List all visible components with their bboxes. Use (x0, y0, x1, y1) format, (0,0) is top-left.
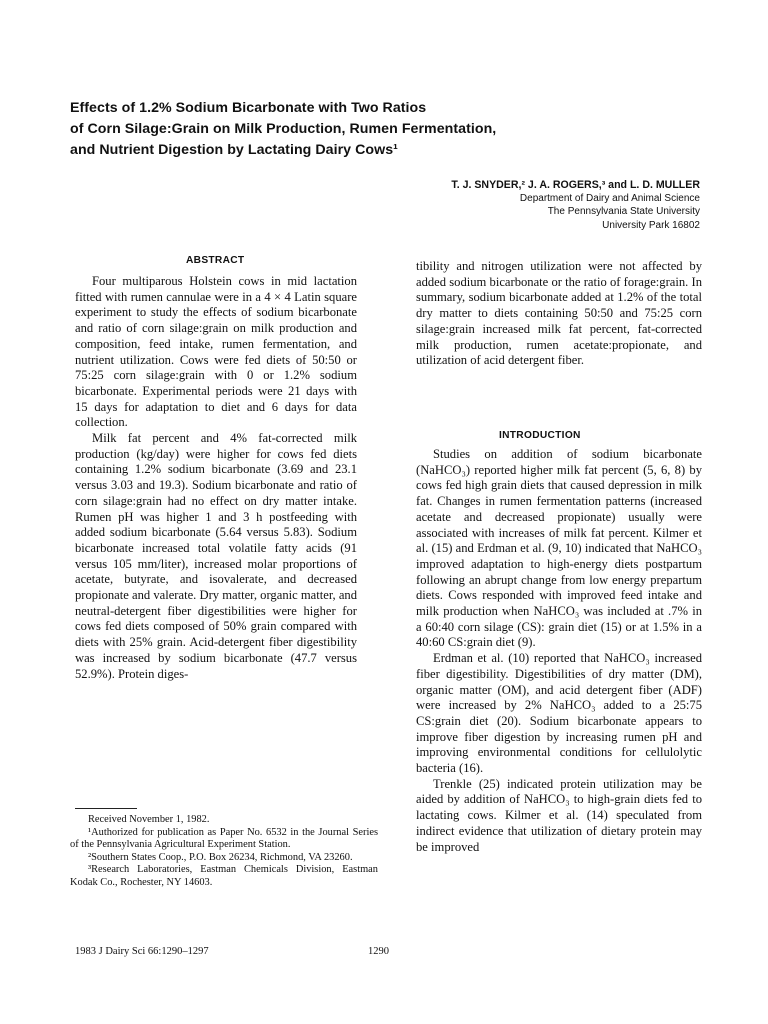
abstract-body (75, 274, 357, 682)
abstract-continuation-text: tibility and nitrogen utilization were not affected by added sodium bicarbonate or the ratio of forage:grain. In summary, sodium bicarbonate added at 1.2% of the total dry matter to diets containing 50:50 and 75:25 corn silage:grain increased milk fat percent, fat-corrected milk production, rumen acetate:propionate, and utilization of acid detergent fiber. (416, 259, 702, 368)
footnotes (70, 814, 378, 890)
journal-citation: 1983 J Dairy Sci 66:1290–1297 (75, 946, 209, 957)
abstract-continuation (416, 259, 702, 369)
page-number: 1290 (368, 946, 389, 957)
introduction-paragraph: Studies on addition of sodium bicarbonate (NaHCO₃) reported higher milk fat percent (5, 6, 8) by cows fed high grain diets that caused depression in milk fat. Changes in rumen fermentation patterns (increased acetate and decreased propionate) usually were associated with increases of milk fat percent. Kilmer et al. (15) and Erdman et al. (9, 10) indicated that NaHCO₃ improved adaptation to high-energy diets postpartum following an abrupt change from low energy prepartum diets. Cows responded with improved feed intake and milk production when NaHCO₃ was included at .7% in a 60:40 corn silage (CS): grain diet (15) or at 1.5% in a 40:60 CS:grain diet (9). (416, 447, 702, 650)
affiliation-line: University Park 16802 (602, 219, 700, 231)
title-line: of Corn Silage:Grain on Milk Production, Rumen Fermentation, (70, 121, 497, 137)
author-names: T. J. SNYDER,² J. A. ROGERS,³ and L. D. MULLER (451, 179, 700, 191)
introduction-paragraph: Trenkle (25) indicated protein utilization may be aided by addition of NaHCO₃ to high-grain diets fed to lactating cows. Kilmer et al. (14) speculated from indirect evidence that utilization of dietary protein may be improved (416, 776, 702, 854)
abstract-heading: ABSTRACT (186, 255, 245, 266)
footnote-received: Received November 1, 1982. (88, 814, 210, 825)
introduction-body (416, 447, 702, 855)
abstract-paragraph: Milk fat percent and 4% fat-corrected milk production (kg/day) were higher for cows fed diets containing 1.2% sodium bicarbonate (3.69 and 23.1 versus 3.03 and 19.3). Sodium bicarbonate and ratio of corn silage:grain had no effect on dry matter intake. Rumen pH was higher 1 and 3 h postfeeding with added sodium bicarbonate (5.64 versus 5.83). Sodium bicarbonate increased total volatile fatty acids (91 versus 105 mm/liter), increased molar proportions of acetate, butyrate, and isovalerate, and decreased propionate and valerate. Dry matter, organic matter, and neutral-detergent fiber digestibilities were higher for cows fed diets composed of 50% grain compared with diets with 25% grain. Acid-detergent fiber digestibility was increased by sodium bicarbonate (47.7 versus 52.9%). Protein diges- (75, 431, 357, 681)
affiliation-line: The Pennsylvania State University (547, 206, 700, 218)
footnote-1: ¹Authorized for publication as Paper No. 6532 in the Journal Series of the Pennsylvania Agricultural Experiment Station. (70, 826, 378, 851)
article-title (70, 98, 690, 161)
introduction-heading: INTRODUCTION (499, 430, 581, 441)
affiliation-line: Department of Dairy and Animal Science (519, 193, 700, 204)
title-line: Effects of 1.2% Sodium Bicarbonate with Two Ratios (70, 100, 427, 116)
author-block (451, 178, 700, 232)
introduction-paragraph: Erdman et al. (10) reported that NaHCO₃ increased fiber digestibility. Digestibilities of dry matter (DM), organic matter (OM), and acid detergent fiber (ADF) were increased by 2% NaHCO₃ added to a 25:75 CS:grain diet (20). Sodium bicarbonate appears to improve fiber digestion by increasing rumen pH and improving environmental conditions for cellulolytic bacteria (16). (416, 651, 702, 776)
footnote-rule (75, 808, 137, 809)
abstract-paragraph: Four multiparous Holstein cows in mid lactation fitted with rumen cannulae were in a 4 × 4 Latin square experiment to study the effects of sodium bicarbonate and ratio of corn silage:grain on milk production and composition, feed intake, rumen fermentation, and nutrient utilization. Cows were fed diets of 50:50 or 75:25 corn silage:grain with 0 or 1.2% sodium bicarbonate. Experimental periods were 21 days with 15 days for adaptation to diet and 6 days for data collection. (75, 274, 357, 430)
footnote-2: ²Southern States Coop., P.O. Box 26234, Richmond, VA 23260. (88, 851, 353, 863)
footnote-3: ³Research Laboratories, Eastman Chemicals Division, Eastman Kodak Co., Rochester, NY 14603. (70, 864, 378, 888)
title-line: and Nutrient Digestion by Lactating Dairy Cows¹ (70, 142, 398, 158)
